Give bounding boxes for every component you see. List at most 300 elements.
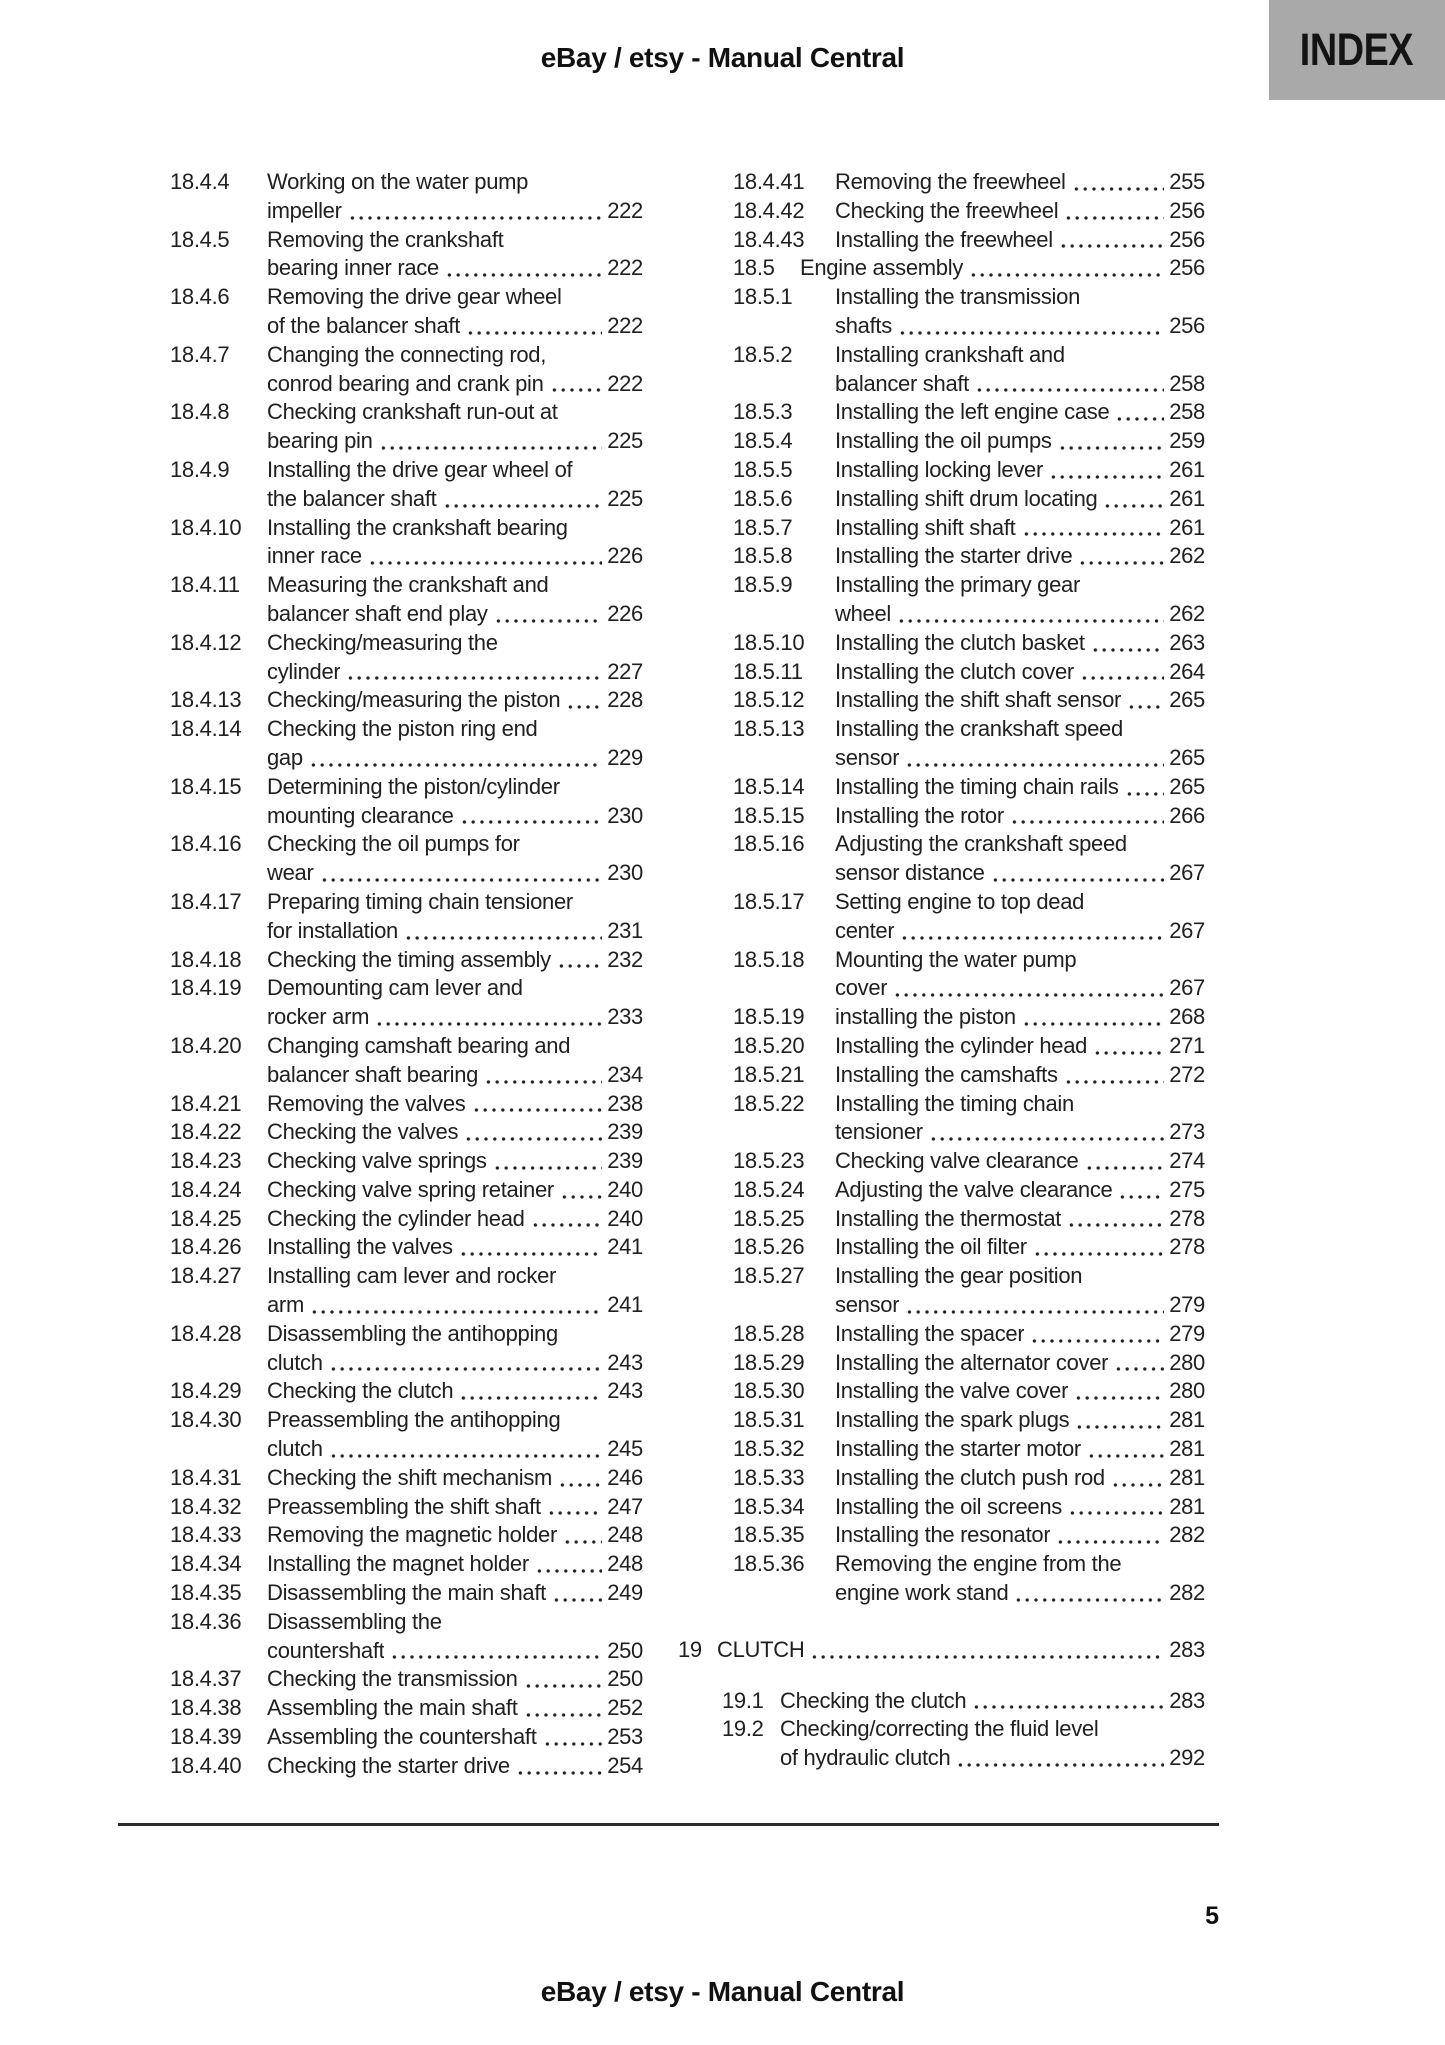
entry-page-number: 279 xyxy=(1169,1292,1205,1318)
entry-title-line xyxy=(267,1435,643,1464)
dot-leader xyxy=(1072,1377,1164,1406)
entry-page-number: 281 xyxy=(1169,1493,1205,1519)
entry-title-text: Checking/correcting the fluid level xyxy=(780,1716,1099,1742)
entry-section-number: 18.5.28 xyxy=(733,1320,805,1346)
dot-leader xyxy=(1054,1521,1164,1550)
dot-leader xyxy=(903,744,1164,773)
toc-entry xyxy=(170,1608,643,1666)
entry-title-text: Engine assembly xyxy=(800,255,964,281)
dot-leader xyxy=(308,1291,602,1320)
entry-section-number: 18.4.6 xyxy=(170,284,230,310)
entry-title-line xyxy=(835,542,1205,571)
entry-page-number: 240 xyxy=(607,1205,643,1231)
entry-page-number: 222 xyxy=(607,370,643,396)
entry-title-line xyxy=(267,773,643,802)
dot-leader xyxy=(1089,629,1165,658)
entry-title-line xyxy=(267,398,643,427)
entry-title-line xyxy=(267,1032,643,1061)
entry-title-text: Installing shift shaft xyxy=(835,514,1016,540)
entry-section-number: 18.4.12 xyxy=(170,629,242,655)
entry-title-text: Installing the camshafts xyxy=(835,1061,1058,1087)
dot-leader xyxy=(1073,1406,1164,1435)
dot-leader xyxy=(443,254,602,283)
entry-title-text: balancer shaft end play xyxy=(267,600,488,626)
entry-title-text: of the balancer shaft xyxy=(267,312,461,338)
entry-section-number: 18.5.11 xyxy=(733,658,803,684)
entry-page-number: 256 xyxy=(1169,226,1205,252)
dot-leader xyxy=(1065,1205,1164,1234)
toc-entry xyxy=(170,1147,643,1176)
entry-section-number: 18.4.37 xyxy=(170,1666,242,1692)
entry-page-number: 247 xyxy=(607,1493,643,1519)
entry-title-line xyxy=(267,744,643,773)
entry-title-line xyxy=(267,917,643,946)
dot-leader xyxy=(366,542,602,571)
dot-leader xyxy=(1020,514,1165,543)
entry-title-text: engine work stand xyxy=(835,1580,1009,1606)
entry-title-line xyxy=(835,571,1205,600)
entry-page-number: 279 xyxy=(1169,1320,1205,1346)
toc-entry xyxy=(170,1406,643,1464)
entry-page-number: 258 xyxy=(1169,399,1205,425)
toc-entry xyxy=(733,946,1205,1004)
toc-entry xyxy=(733,888,1205,946)
entry-title-line xyxy=(267,1550,643,1579)
entry-title-line xyxy=(835,226,1205,255)
toc-entry xyxy=(733,1032,1205,1061)
entry-title-line xyxy=(267,226,643,255)
toc-entry xyxy=(170,1752,643,1781)
entry-section-number: 18.4.41 xyxy=(733,169,805,194)
entry-section-number: 18.4.16 xyxy=(170,831,242,857)
toc-entry xyxy=(170,1694,643,1723)
dot-leader xyxy=(970,1687,1164,1716)
entry-page-number: 267 xyxy=(1169,860,1205,886)
toc-entry xyxy=(170,168,643,226)
toc-entry xyxy=(170,830,643,888)
entry-title-text: Installing the shift shaft sensor xyxy=(835,687,1122,713)
entry-title-text: Checking the timing assembly xyxy=(267,946,551,972)
entry-title-text: Installing the timing chain xyxy=(835,1090,1074,1116)
entry-page-number: 264 xyxy=(1169,658,1205,684)
entry-title-line xyxy=(835,946,1205,975)
entry-page-number: 256 xyxy=(1169,255,1205,281)
entry-page-number: 222 xyxy=(607,312,643,338)
toc-entry xyxy=(170,1233,643,1262)
entry-title-text: rocker arm xyxy=(267,1004,370,1030)
entry-title-text: Preassembling the antihopping xyxy=(267,1407,561,1433)
entry-title-line xyxy=(835,773,1205,802)
entry-page-number: 232 xyxy=(607,946,643,972)
entry-title-text: Checking/measuring the piston xyxy=(267,687,561,713)
toc-entry xyxy=(733,629,1205,658)
entry-title-text: Removing the crankshaft xyxy=(267,226,504,252)
entry-title-line xyxy=(835,1118,1205,1147)
entry-title-text: clutch xyxy=(267,1436,323,1462)
dot-leader xyxy=(564,686,602,715)
toc-entry xyxy=(170,888,643,946)
entry-title-text: Measuring the crankshaft and xyxy=(267,572,549,598)
entry-title-text: balancer shaft bearing xyxy=(267,1061,479,1087)
toc-entry xyxy=(170,1262,643,1320)
entry-page-number: 253 xyxy=(607,1724,643,1750)
dot-leader xyxy=(895,600,1164,629)
entry-title-text: tensioner xyxy=(835,1119,923,1145)
toc-entry xyxy=(733,1435,1205,1464)
entry-section-number: 18.4.19 xyxy=(170,975,242,1001)
entry-title-line xyxy=(267,1147,643,1176)
entry-title-line xyxy=(267,254,643,283)
entry-title-line xyxy=(267,1521,643,1550)
entry-title-line xyxy=(835,1003,1205,1032)
entry-title-text: Checking the piston ring end xyxy=(267,716,538,742)
entry-title-line xyxy=(267,485,643,514)
dot-leader xyxy=(1008,802,1164,831)
entry-title-line xyxy=(267,1090,643,1119)
toc-entry xyxy=(733,1090,1205,1148)
entry-section-number: 18.4.30 xyxy=(170,1407,242,1433)
dot-leader xyxy=(561,1521,602,1550)
dot-leader xyxy=(896,312,1164,341)
entry-section-number: 18.5.35 xyxy=(733,1522,805,1548)
entry-section-number: 18.4.22 xyxy=(170,1119,242,1145)
entry-page-number: 266 xyxy=(1169,802,1205,828)
entry-section-number: 19 xyxy=(678,1636,702,1662)
entry-page-number: 267 xyxy=(1169,917,1205,943)
entry-section-number: 18.4.42 xyxy=(733,197,805,223)
entry-title-line xyxy=(267,830,643,859)
entry-page-number: 248 xyxy=(607,1551,643,1577)
entry-page-number: 228 xyxy=(607,687,643,713)
dot-leader xyxy=(462,1118,602,1147)
entry-title-line xyxy=(267,715,643,744)
entry-page-number: 241 xyxy=(607,1292,643,1318)
dot-leader xyxy=(1076,542,1164,571)
entry-title-line xyxy=(267,1694,643,1723)
dot-leader xyxy=(1078,658,1164,687)
entry-title-text: Working on the water pump xyxy=(267,169,529,194)
toc-entry xyxy=(733,283,1205,341)
entry-page-number: 252 xyxy=(607,1695,643,1721)
entry-title-line xyxy=(267,1003,643,1032)
entry-title-text: Changing the connecting rod, xyxy=(267,341,547,367)
entry-title-text: Checking the shift mechanism xyxy=(267,1464,553,1490)
entry-page-number: 240 xyxy=(607,1176,643,1202)
entry-title-line xyxy=(835,600,1205,629)
toc-entry xyxy=(170,1176,643,1205)
entry-title-line xyxy=(835,341,1205,370)
entry-title-line xyxy=(835,1521,1205,1550)
toc-entry xyxy=(733,427,1205,456)
entry-title-line xyxy=(267,1176,643,1205)
toc-entry xyxy=(170,1320,643,1378)
entry-title-line xyxy=(267,456,643,485)
dot-leader xyxy=(891,974,1164,1003)
entry-page-number: 225 xyxy=(607,485,643,511)
entry-title-text: sensor distance xyxy=(835,860,985,886)
dot-leader xyxy=(388,1637,602,1666)
dot-leader xyxy=(1062,197,1164,226)
entry-title-line xyxy=(835,1406,1205,1435)
toc-entry xyxy=(733,715,1205,773)
toc-entry xyxy=(170,571,643,629)
entry-title-line xyxy=(835,1493,1205,1522)
entry-title-line xyxy=(835,1205,1205,1234)
toc-entry xyxy=(733,1262,1205,1320)
entry-title-text: Removing the engine from the xyxy=(835,1551,1122,1577)
dot-leader xyxy=(470,1090,603,1119)
entry-title-line xyxy=(780,1715,1205,1744)
entry-title-line xyxy=(267,1349,643,1378)
entry-title-text: Removing the magnetic holder xyxy=(267,1522,557,1548)
entry-title-text: of hydraulic clutch xyxy=(780,1745,951,1771)
entry-title-line xyxy=(835,1349,1205,1378)
entry-section-number: 18.5.36 xyxy=(733,1551,805,1577)
entry-title-line xyxy=(835,1550,1205,1579)
dot-leader xyxy=(550,1579,602,1608)
toc-column-left xyxy=(170,168,643,1781)
entry-page-number: 256 xyxy=(1169,197,1205,223)
entry-title-text: Installing the crankshaft speed xyxy=(835,716,1123,742)
toc-entry xyxy=(170,283,643,341)
entry-section-number: 18.5.13 xyxy=(733,716,805,742)
entry-section-number: 18.4.25 xyxy=(170,1205,242,1231)
toc-entry xyxy=(733,1176,1205,1205)
toc-entry xyxy=(733,1464,1205,1493)
dot-leader xyxy=(541,1723,603,1752)
entry-page-number: 271 xyxy=(1169,1032,1205,1058)
toc-entry xyxy=(733,830,1205,888)
entry-page-number: 222 xyxy=(607,197,643,223)
entry-section-number: 18.4.23 xyxy=(170,1148,242,1174)
entry-section-number: 18.5.31 xyxy=(733,1407,805,1433)
toc-entry xyxy=(170,1032,643,1090)
dot-leader xyxy=(441,485,603,514)
entry-section-number: 18.5.30 xyxy=(733,1378,805,1404)
entry-title-text: Installing the freewheel xyxy=(835,226,1053,252)
entry-page-number: 254 xyxy=(607,1752,643,1778)
entry-title-text: shafts xyxy=(835,312,892,338)
entry-title-text: for installation xyxy=(267,917,398,943)
entry-page-number: 258 xyxy=(1169,370,1205,396)
entry-title-text: Checking valve springs xyxy=(267,1148,487,1174)
entry-title-line xyxy=(267,514,643,543)
entry-title-text: wear xyxy=(267,860,314,886)
entry-section-number: 18.4.21 xyxy=(170,1090,242,1116)
entry-title-line xyxy=(835,1061,1205,1090)
entry-title-line xyxy=(267,427,643,456)
entry-page-number: 225 xyxy=(607,428,643,454)
dot-leader xyxy=(1109,1464,1164,1493)
entry-title-text: impeller xyxy=(267,197,342,223)
entry-page-number: 250 xyxy=(607,1637,643,1663)
entry-title-text: the balancer shaft xyxy=(267,485,437,511)
entry-section-number: 18.5.33 xyxy=(733,1464,805,1490)
entry-title-text: Installing crankshaft and xyxy=(835,341,1065,367)
entry-title-line xyxy=(835,1032,1205,1061)
entry-title-text: Installing the primary gear xyxy=(835,572,1081,598)
entry-title-line xyxy=(835,456,1205,485)
entry-title-line xyxy=(267,341,643,370)
entry-title-text: bearing pin xyxy=(267,428,373,454)
entry-section-number: 18.4.4 xyxy=(170,169,230,194)
entry-title-line xyxy=(267,1752,643,1781)
entry-page-number: 256 xyxy=(1169,312,1205,338)
dot-leader xyxy=(402,917,602,946)
entry-page-number: 282 xyxy=(1169,1522,1205,1548)
entry-title-line xyxy=(267,168,643,197)
entry-section-number: 18.4.14 xyxy=(170,716,242,742)
toc-entry xyxy=(170,341,643,399)
entry-title-line xyxy=(835,715,1205,744)
entry-title-line xyxy=(835,917,1205,946)
entry-title-line xyxy=(835,1147,1205,1176)
dot-leader xyxy=(989,859,1165,888)
entry-title-line xyxy=(835,658,1205,687)
toc-entry xyxy=(170,715,643,773)
entry-page-number: 281 xyxy=(1169,1464,1205,1490)
toc-entry xyxy=(733,1406,1205,1435)
toc-entry xyxy=(733,1377,1205,1406)
dot-leader xyxy=(522,1694,603,1723)
entry-title-line xyxy=(835,1320,1205,1349)
entry-title-text: Installing the thermostat xyxy=(835,1205,1062,1231)
entry-title-line xyxy=(717,1636,1205,1665)
entry-page-number: 259 xyxy=(1169,428,1205,454)
entry-section-number: 18.5.20 xyxy=(733,1032,805,1058)
entry-title-text: Installing the spacer xyxy=(835,1320,1025,1346)
entry-title-text: Checking the clutch xyxy=(780,1687,967,1713)
entry-title-text: Installing the magnet holder xyxy=(267,1551,529,1577)
toc-entry xyxy=(733,773,1205,802)
dot-leader xyxy=(457,1233,602,1262)
entry-title-text: Installing the valves xyxy=(267,1234,453,1260)
entry-section-number: 18.5.12 xyxy=(733,687,805,713)
toc-entry xyxy=(170,226,643,284)
entry-page-number: 280 xyxy=(1169,1349,1205,1375)
entry-section-number: 18.5.34 xyxy=(733,1493,805,1519)
dot-leader xyxy=(1066,1493,1164,1522)
entry-section-number: 18.5.14 xyxy=(733,773,805,799)
entry-title-text: Installing the cylinder head xyxy=(835,1032,1088,1058)
entry-title-text: Demounting cam lever and xyxy=(267,975,523,1001)
dot-leader xyxy=(1056,427,1165,456)
entry-title-line xyxy=(835,1291,1205,1320)
entry-section-number: 18.5.7 xyxy=(733,514,793,540)
entry-title-line xyxy=(835,283,1205,312)
entry-title-text: Preassembling the shift shaft xyxy=(267,1493,541,1519)
entry-section-number: 18.4.24 xyxy=(170,1176,242,1202)
entry-title-text: Installing the resonator xyxy=(835,1522,1051,1548)
entry-title-line xyxy=(780,1744,1205,1773)
entry-section-number: 18.5 xyxy=(733,255,775,281)
entry-title-text: Installing the clutch basket xyxy=(835,629,1085,655)
entry-title-line xyxy=(267,1493,643,1522)
entry-title-text: Installing the drive gear wheel of xyxy=(267,456,573,482)
dot-leader xyxy=(555,946,602,975)
index-tab-label: INDEX xyxy=(1300,24,1414,75)
entry-page-number: 275 xyxy=(1169,1176,1205,1202)
entry-section-number: 18.4.7 xyxy=(170,341,230,367)
entry-page-number: 250 xyxy=(607,1666,643,1692)
entry-section-number: 18.4.11 xyxy=(170,572,240,598)
toc-entry xyxy=(733,254,1205,283)
entry-title-text: CLUTCH xyxy=(717,1636,805,1662)
entry-section-number: 19.2 xyxy=(722,1716,764,1742)
entry-title-line xyxy=(267,283,643,312)
entry-title-text: Installing the valve cover xyxy=(835,1378,1069,1404)
entry-section-number: 18.5.22 xyxy=(733,1090,805,1116)
dot-leader xyxy=(327,1349,603,1378)
dot-leader xyxy=(344,658,602,687)
dot-leader xyxy=(1101,485,1164,514)
entry-section-number: 19.1 xyxy=(722,1687,764,1713)
dot-leader xyxy=(1062,1061,1164,1090)
entry-section-number: 18.4.38 xyxy=(170,1695,242,1721)
entry-title-line xyxy=(835,370,1205,399)
entry-title-line xyxy=(267,629,643,658)
entry-section-number: 18.4.28 xyxy=(170,1320,242,1346)
entry-section-number: 18.5.15 xyxy=(733,802,805,828)
entry-title-line xyxy=(267,686,643,715)
entry-page-number: 231 xyxy=(607,917,643,943)
toc-entry xyxy=(170,398,643,456)
entry-title-text: center xyxy=(835,917,895,943)
dot-leader xyxy=(1125,686,1164,715)
entry-page-number: 274 xyxy=(1169,1148,1205,1174)
dot-leader xyxy=(1113,398,1164,427)
entry-page-number: 230 xyxy=(607,802,643,828)
entry-title-text: gap xyxy=(267,744,303,770)
entry-page-number: 229 xyxy=(607,744,643,770)
entry-page-number: 249 xyxy=(607,1580,643,1606)
entry-section-number: 18.4.40 xyxy=(170,1752,242,1778)
entry-section-number: 18.4.39 xyxy=(170,1724,242,1750)
toc-entry xyxy=(170,974,643,1032)
entry-title-line xyxy=(835,197,1205,226)
entry-title-text: Mounting the water pump xyxy=(835,946,1077,972)
entry-section-number: 18.5.6 xyxy=(733,485,793,511)
toc-entry xyxy=(170,1118,643,1147)
entry-title-text: Installing locking lever xyxy=(835,456,1044,482)
entry-page-number: 263 xyxy=(1169,629,1205,655)
dot-leader xyxy=(482,1061,602,1090)
dot-leader xyxy=(1057,226,1164,255)
entry-title-text: Checking valve spring retainer xyxy=(267,1176,554,1202)
entry-title-text: cylinder xyxy=(267,658,341,684)
dot-leader xyxy=(1020,1003,1164,1032)
entry-page-number: 239 xyxy=(607,1119,643,1145)
entry-title-line xyxy=(835,514,1205,543)
entry-section-number: 18.5.32 xyxy=(733,1436,805,1462)
dot-leader xyxy=(373,1003,602,1032)
toc-entry xyxy=(733,341,1205,399)
entry-section-number: 18.4.13 xyxy=(170,687,242,713)
dot-leader xyxy=(1028,1320,1164,1349)
entry-title-text: Checking the transmission xyxy=(267,1666,518,1692)
toc-entry xyxy=(733,1349,1205,1378)
entry-section-number: 18.4.35 xyxy=(170,1580,242,1606)
entry-section-number: 18.4.20 xyxy=(170,1032,242,1058)
entry-section-number: 18.4.27 xyxy=(170,1263,242,1289)
dot-leader xyxy=(318,859,603,888)
entry-page-number: 281 xyxy=(1169,1436,1205,1462)
dot-leader xyxy=(967,254,1164,283)
entry-section-number: 18.4.26 xyxy=(170,1234,242,1260)
dot-leader xyxy=(492,600,603,629)
toc-entry xyxy=(733,514,1205,543)
entry-title-line xyxy=(267,370,643,399)
